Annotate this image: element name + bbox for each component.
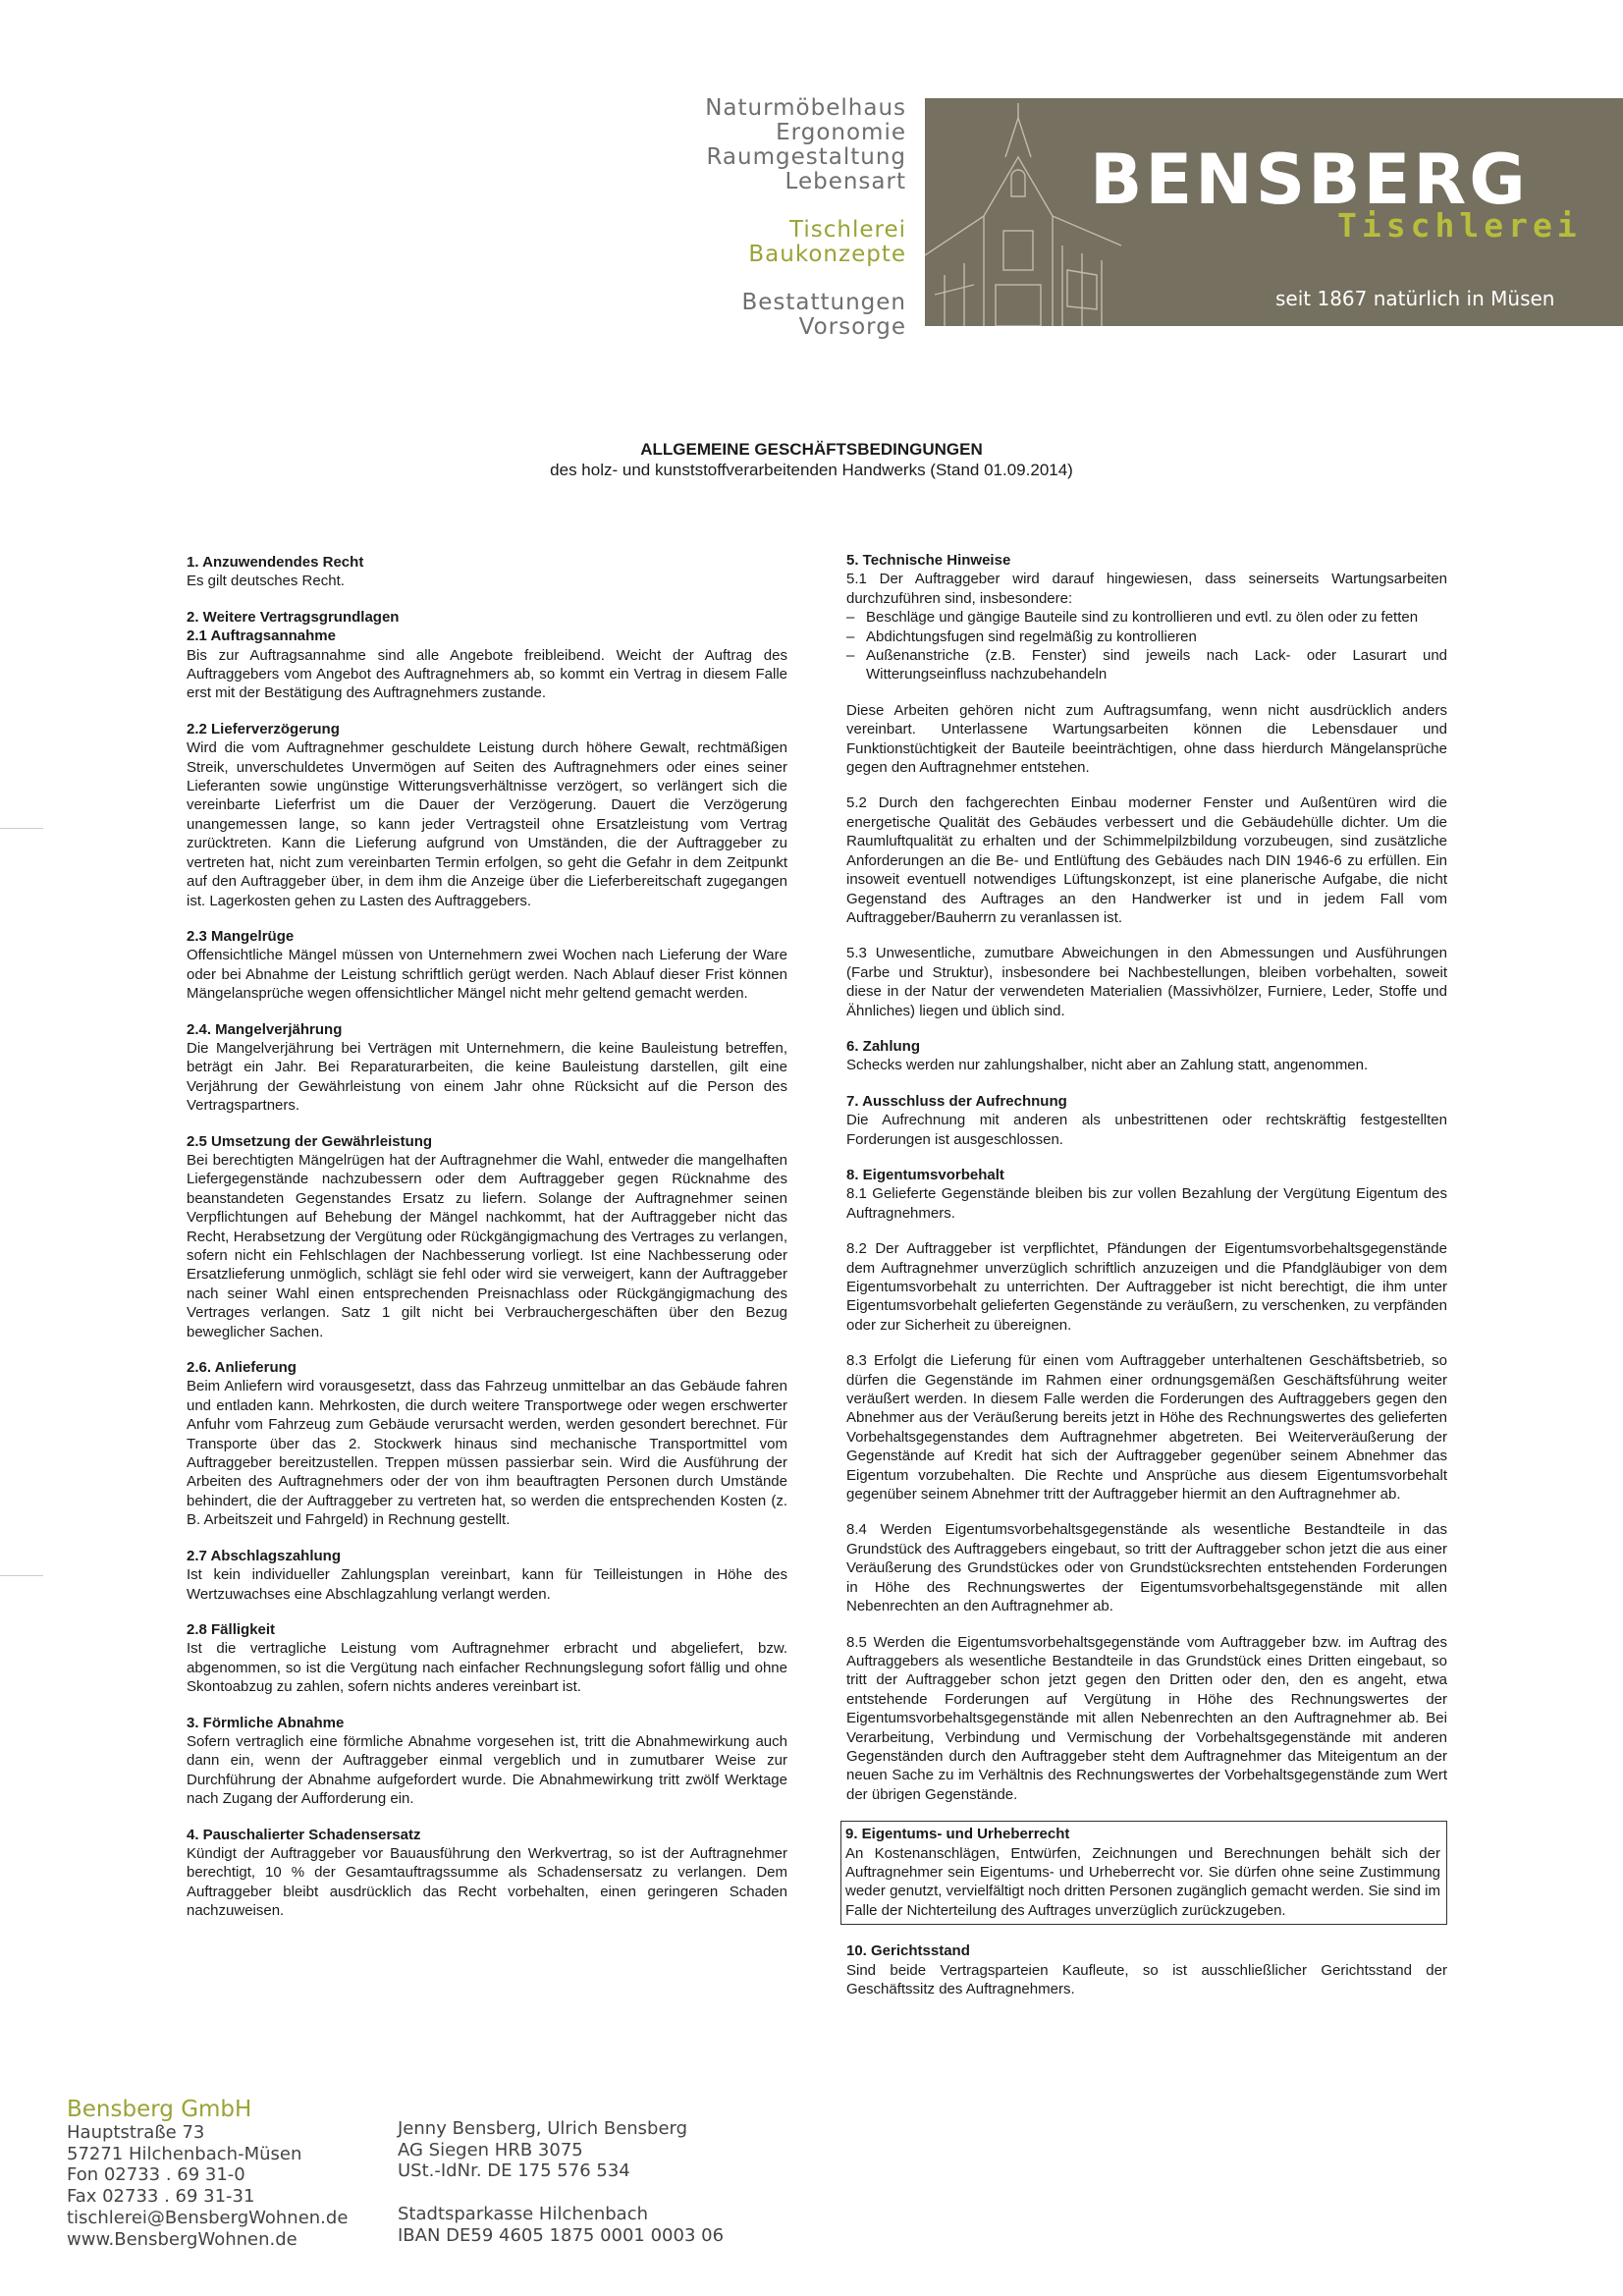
section-text: Sofern vertraglich eine förmliche Abnahme vorgesehen ist, tritt die Abnahmewirkung auch dann ein, wenn der Auftraggeber einmal vergeblich und in zumutbarer Weise zur Durchführung der Abnahme aufgefordert wurde. Die Abnahmewirkung tritt zwölf Werktage nach Zugang der Aufforderung ein. (187, 1732, 787, 1808)
section-2-8 (187, 1620, 787, 1697)
brand-subtitle: Tischlerei (1337, 206, 1582, 245)
section-text: 8.5 Werden die Eigentumsvorbehaltsgegenstände vom Auftraggeber bzw. im Auftrag des Auftraggebers als wesentliche Bestandteile in das Grundstück eines Dritten eingebaut, so tritt der Auftraggeber schon jetzt gegen den Dritten oder den, den es angeht, etwa entstehende Forderungen auf Vergütung in Höhe des Rechnungswertes der Eigentumsvorbehaltsgegenstände mit allen Nebenrechten an den Auftragnehmer ab. Bei Verarbeitung, Verbindung und Vermischung der Vorbehaltsgegenstände mit anderen Gegenständen durch den Auftraggeber steht dem Auftragnehmer das Miteigentum an der neuen Sache zu im Verhältnis des Rechnungswertes der Vorbehaltsgegenstände zum Wert der übrigen Gegenstände. (846, 1633, 1447, 1803)
section-heading: 8. Eigentumsvorbehalt (846, 1166, 1004, 1183)
footer-line (398, 2182, 724, 2204)
footer-address (67, 2097, 348, 2250)
footer-company: Bensberg GmbH (67, 2097, 252, 2122)
tagline-group-1 (553, 96, 906, 194)
fold-mark (0, 1575, 43, 1576)
section-heading: 6. Zahlung (846, 1037, 920, 1055)
title-sub: des holz- und kunststoffverarbeitenden Handwerks (Stand 01.09.2014) (550, 461, 1073, 479)
header-taglines (553, 96, 906, 363)
section-8-5 (846, 1633, 1447, 1805)
list-item: – Außenanstriche (z.B. Fenster) sind jeweils nach Lack- oder Lasurart und Witterungseinfluss nachzubehandeln (846, 646, 1447, 684)
footer-legal (398, 2118, 724, 2246)
section-1 (187, 553, 787, 591)
section-heading: 1. Anzuwendendes Recht (187, 554, 364, 571)
footer-line: AG Siegen HRB 3075 (398, 2139, 583, 2160)
tagline: Vorsorge (798, 314, 906, 340)
section-heading: 2.2 Lieferverzögerung (187, 720, 340, 738)
section-7 (846, 1092, 1447, 1149)
section-9 (840, 1821, 1447, 1925)
section-heading: 2.5 Umsetzung der Gewährleistung (187, 1132, 433, 1150)
section-2 (187, 608, 787, 627)
section-10 (846, 1941, 1447, 1998)
section-2-4 (187, 1020, 787, 1116)
section-2-6 (187, 1358, 787, 1530)
footer-line: 57271 Hilchenbach-Müsen (67, 2143, 302, 2164)
section-heading: 4. Pauschalierter Schadensersatz (187, 1826, 421, 1843)
section-heading: 7. Ausschluss der Aufrechnung (846, 1092, 1067, 1110)
tagline: Raumgestaltung (706, 144, 906, 170)
section-8-2 (846, 1239, 1447, 1335)
section-heading: 2.7 Abschlagszahlung (187, 1547, 341, 1564)
section-2-5 (187, 1132, 787, 1341)
brand-banner (925, 98, 1623, 326)
footer-line: Fon 02733 . 69 31-0 (67, 2164, 245, 2186)
section-heading: 5. Technische Hinweise (846, 552, 1011, 569)
section-text: 8.1 Gelieferte Gegenstände bleiben bis zur vollen Bezahlung der Vergütung Eigentum des Auftragnehmers. (846, 1185, 1447, 1222)
section-text: 8.3 Erfolgt die Lieferung für einen vom Auftraggeber unterhaltenen Geschäftsbetrieb, so dürfen die Gegenstände im Rahmen einer ordnungsgemäßen Geschäftsführung weiter veräußert werden. In diesem Falle werden die Forderungen des Auftraggebers gegen den Abnehmer aus der Veräußerung bereits jetzt in Höhe des Rechnungswertes des gelieferten Vorbehaltsgegenstandes dem Auftragnehmer abgetreten. Bei Weiterveräußerung der Gegenstände auf Kredit hat sich der Auftraggeber gegenüber seinem Abnehmer das Eigentum vorzubehalten. Die Rechte und Ansprüche aus diesem Eigentumsvorbehalt gegenüber seinem Abnehmer tritt der Auftraggeber hiermit an den Auftragnehmer ab. (846, 1352, 1447, 1503)
section-text: Die Aufrechnung mit anderen als unbestrittenen oder rechtskräftig festgestellten Forderungen ist ausgeschlossen. (846, 1112, 1447, 1148)
footer-line: Fax 02733 . 69 31-31 (67, 2186, 255, 2208)
section-5-3 (846, 944, 1447, 1020)
terms-left-column (187, 553, 787, 1938)
footer-web-link[interactable]: www.BensbergWohnen.de (67, 2228, 298, 2250)
title-main: ALLGEMEINE GESCHÄFTSBEDINGUNGEN (640, 440, 983, 459)
section-heading: 3. Förmliche Abnahme (187, 1714, 345, 1731)
tagline: Tischlerei (789, 217, 906, 243)
section-text: Schecks werden nur zahlungshalber, nicht aber an Zahlung statt, angenommen. (846, 1057, 1369, 1074)
section-text: 8.4 Werden Eigentumsvorbehaltsgegenstände als wesentliche Bestandteile in das Grundstück des Auftraggebers eingebaut, so tritt der Auftraggeber schon jetzt die aus einer Veräußerung des Grundstückes oder von Grundstücksrechten entstehenden Forderungen in Höhe des Rechnungswertes der Eigentumsvorbehaltsgegenstände mit allen Nebenrechten an den Auftragnehmer ab. (846, 1521, 1447, 1615)
section-2-7 (187, 1547, 787, 1604)
section-text: 8.2 Der Auftraggeber ist verpflichtet, Pfändungen der Eigentumsvorbehaltsgegenstände dem Auftragnehmer unverzüglich schriftlich anzuzeigen und die Pfandgläubiger von dem Eigentumsvorbehalt zu unterrichten. Der Auftraggeber ist nicht berechtigt, die ihm unter Eigentumsvorbehalt gelieferten Gegenstände zu veräußern, zu verschenken, zu verpfänden oder zur Sicherheit zu übereignen. (846, 1240, 1447, 1334)
section-2-2 (187, 720, 787, 910)
section-text: Offensichtliche Mängel müssen von Unternehmern zwei Wochen nach Lieferung der Ware oder bei Abnahme der Leistung schriftlich gerügt werden. Nach Ablauf dieser Frist können Mängelansprüche wegen offensichtlicher Mängel nicht mehr geltend gemacht werden. (187, 947, 787, 1003)
section-heading: 2.8 Fälligkeit (187, 1620, 276, 1638)
footer-line: Hauptstraße 73 (67, 2122, 205, 2143)
section-heading: 2.6. Anlieferung (187, 1359, 297, 1377)
tagline: Lebensart (784, 169, 906, 194)
brand-since: seit 1867 natürlich in Müsen (1275, 287, 1555, 310)
document-title (0, 439, 1623, 480)
section-text: Kündigt der Auftraggeber vor Bauausführung den Werkvertrag, so ist der Auftragnehmer berechtigt, 10 % der Gesamtauftragssumme als Schadensersatz zu verlangen. Dem Auftraggeber bleibt ausdrücklich das Recht vorbehalten, einen geringeren Schaden nachzuweisen. (187, 1844, 787, 1920)
section-2-3 (187, 927, 787, 1004)
section-text: 5.1 Der Auftraggeber wird darauf hingewiesen, dass seinerseits Wartungsarbeiten durchzuführen sind, insbesondere: (846, 571, 1447, 607)
tagline: Baukonzepte (748, 242, 906, 267)
tagline: Bestattungen (741, 290, 906, 315)
section-text: Beim Anliefern wird vorausgesetzt, dass das Fahrzeug unmittelbar an das Gebäude fahren und entladen kann. Mehrkosten, die durch weitere Transportwege oder wegen erschwerter Anfuhr vom Fahrzeug zum Gebäude verursacht werden, werden gesondert berechnet. Für Transporte über das 2. Stockwerk hinaus sind mechanische Transportmittel vom Auftraggeber bereitzustellen. Treppen müssen passierbar sein. Wird die Ausführung der Arbeiten des Auftragnehmers oder der von ihm beauftragten Personen durch Umstände behindert, die der Auftraggeber zu vertreten hat, so werden die entsprechenden Kosten (z. B. Arbeitszeit und Fahrgeld) in Rechnung gestellt. (187, 1378, 787, 1529)
section-4 (187, 1826, 787, 1921)
section-text: Ist kein individueller Zahlungsplan vereinbart, kann für Teilleistungen in Höhe des Wertzuwachses eine Abschlagzahlung verlangt werden. (187, 1566, 787, 1603)
section-text: Es gilt deutsches Recht. (187, 573, 345, 590)
section-heading: 10. Gerichtsstand (846, 1942, 970, 1960)
tagline: Ergonomie (776, 120, 906, 145)
section-heading: 2.1 Auftragsannahme (187, 628, 336, 645)
tagline: Naturmöbelhaus (705, 95, 906, 121)
section-heading: 9. Eigentums- und Urheberrecht (845, 1826, 1070, 1843)
section-text: An Kostenanschlägen, Entwürfen, Zeichnungen und Berechnungen behält sich der Auftragnehmer sein Eigentums- und Urheberrecht vor. Sie dürfen ohne seine Zustimmung weder genutzt, vervielfältigt noch dritten Personen zugänglich gemacht werden. Sie sind im Falle der Nichterteilung des Auftrages unverzüglich zurückzugeben. (845, 1844, 1440, 1919)
section-text: Bei berechtigten Mängelrügen hat der Auftragnehmer die Wahl, entweder die mangelhaften Liefergegenstände nachzubessern oder dem Auftraggeber gegen Rücknahme des beanstandeten Gegenstandes Ersatz zu liefern. Solange der Auftragnehmer seinen Verpflichtungen auf Behebung der Mängel nachkommt, hat der Auftraggeber nicht das Recht, Herabsetzung der Vergütung oder Rückgängigmachung des Vertrages zu verlangen, sofern nicht ein Fehlschlagen der Nachbesserung vorliegt. Ist eine Nachbesserung oder Ersatzlieferung unmöglich, schlägt sie fehl oder wird sie verweigert, kann der Auftraggeber nach seiner Wahl einen entsprechenden Preisnachlass oder Rückgängigmachung des Vertrages verlangen. Satz 1 gilt nicht bei Verbrauchergeschäften über den Bezug beweglicher Sachen. (187, 1151, 787, 1340)
section-heading: 2.3 Mangelrüge (187, 927, 295, 945)
section-text: Ist die vertragliche Leistung vom Auftragnehmer erbracht und abgeliefert, bzw. abgenommen, so ist die Vergütung nach einfacher Rechnungslegung sofort fällig und ohne Skontoabzug zu zahlen, sofern nichts anderes vereinbart ist. (187, 1640, 787, 1696)
section-text: 5.3 Unwesentliche, zumutbare Abweichungen in den Abmessungen und Ausführungen (Farbe und Struktur), insbesondere bei Nachbestellungen, bleiben vorbehalten, soweit diese in der Natur der verwendeten Materialien (Massivhölzer, Furniere, Leder, Stoffe und Ähnliches) liegen und üblich sind. (846, 945, 1447, 1019)
section-3 (187, 1714, 787, 1809)
fold-mark (0, 828, 43, 829)
section-8 (846, 1166, 1447, 1223)
section-2-1 (187, 627, 787, 703)
maintenance-list (846, 608, 1447, 684)
footer-line: USt.-IdNr. DE 175 576 534 (398, 2160, 630, 2182)
section-text: Diese Arbeiten gehören nicht zum Auftragsumfang, wenn nicht ausdrücklich anders vereinbart. Unterlassene Wartungsarbeiten können die Lebensdauer und Funktionstüchtigkeit der Bauteile beeinträchtigen, ohne dass hierdurch Mängelansprüche gegen den Auftragnehmer entstehen. (846, 701, 1447, 777)
terms-right-column (846, 551, 1447, 2015)
section-text: 5.2 Durch den fachgerechten Einbau moderner Fenster und Außentüren wird die energetische Qualität des Gebäudes verbessert und die Gebäudehülle dichter. Um die Raumluftqualität zu erhalten und der Schimmelpilzbildung vorzubeugen, sind zusätzliche Anforderungen an die Be- und Entlüftung des Gebäudes nach DIN 1946-6 zu erfüllen. Ein insoweit eventuell notwendiges Lüftungskonzept, ist eine planerische Aufgabe, die nicht Gegenstand des Auftrages an den Handwerker ist und in jedem Fall vom Auftraggeber/Bauherrn zu veranlassen ist. (846, 794, 1447, 926)
section-text: Sind beide Vertragsparteien Kaufleute, so ist ausschließlicher Gerichtsstand der Geschäftssitz des Auftragnehmers. (846, 1961, 1447, 1997)
brand-logo: BENSBERG (1090, 139, 1529, 220)
footer-line: Jenny Bensberg, Ulrich Bensberg (398, 2118, 688, 2139)
section-5-after (846, 701, 1447, 778)
list-item: – Beschläge und gängige Bauteile sind zu kontrollieren und evtl. zu ölen oder zu fetten (846, 608, 1447, 627)
section-8-3 (846, 1351, 1447, 1503)
footer-email-link[interactable]: tischlerei@BensbergWohnen.de (67, 2207, 349, 2228)
tagline-group-2 (553, 218, 906, 267)
section-text: Die Mangelverjährung bei Verträgen mit Unternehmern, die keine Bauleistung betreffen, beträgt ein Jahr. Bei Reparaturarbeiten, die keine Bauleistung darstellen, gilt eine Verjährung der Gewährleistung von einem Jahr ohne Rücksicht auf die Person des Vertragspartners. (187, 1039, 787, 1115)
section-heading: 2. Weitere Vertragsgrundlagen (187, 608, 400, 626)
section-6 (846, 1037, 1447, 1075)
section-heading: 2.4. Mangelverjährung (187, 1020, 343, 1038)
section-5-2 (846, 793, 1447, 927)
list-item: – Abdichtungsfugen sind regelmäßig zu kontrollieren (846, 628, 1447, 646)
section-text: Wird die vom Auftragnehmer geschuldete Leistung durch höhere Gewalt, rechtmäßigen Streik, unverschuldetes Unvermögen auf Seiten des Auftragnehmers oder eines seiner Lieferanten sowie ungünstige Witterungsverhältnisse verzögert, so verlängert sich die vereinbarte Lieferfrist um die Dauer der Verzögerung. Dauert die Verzögerung unangemessen lange, so kann jeder Vertragsteil ohne Ersatzleistung vom Vertrag zurücktreten. Kann die Lieferung aufgrund von Umständen, die der Auftraggeber zu vertreten hat, nicht zum vereinbarten Termin erfolgen, so geht die Gefahr in dem Zeitpunkt auf den Auftraggeber über, in dem ihm die Anzeige über die Lieferbereitschaft zugegangen ist. Lagerkosten gehen zu Lasten des Auftraggebers. (187, 739, 787, 909)
section-8-4 (846, 1520, 1447, 1615)
tagline-group-3 (553, 291, 906, 340)
section-5 (846, 551, 1447, 684)
footer-line: IBAN DE59 4605 1875 0001 0003 06 (398, 2224, 725, 2246)
section-text: Bis zur Auftragsannahme sind alle Angebote freibleibend. Weicht der Auftrag des Auftraggebers vom Angebot des Auftragnehmers ab, so kommt ein Vertrag in diesem Falle erst mit der Bestätigung des Auftragnehmers zustande. (187, 646, 787, 702)
footer-line: Stadtsparkasse Hilchenbach (398, 2203, 649, 2224)
